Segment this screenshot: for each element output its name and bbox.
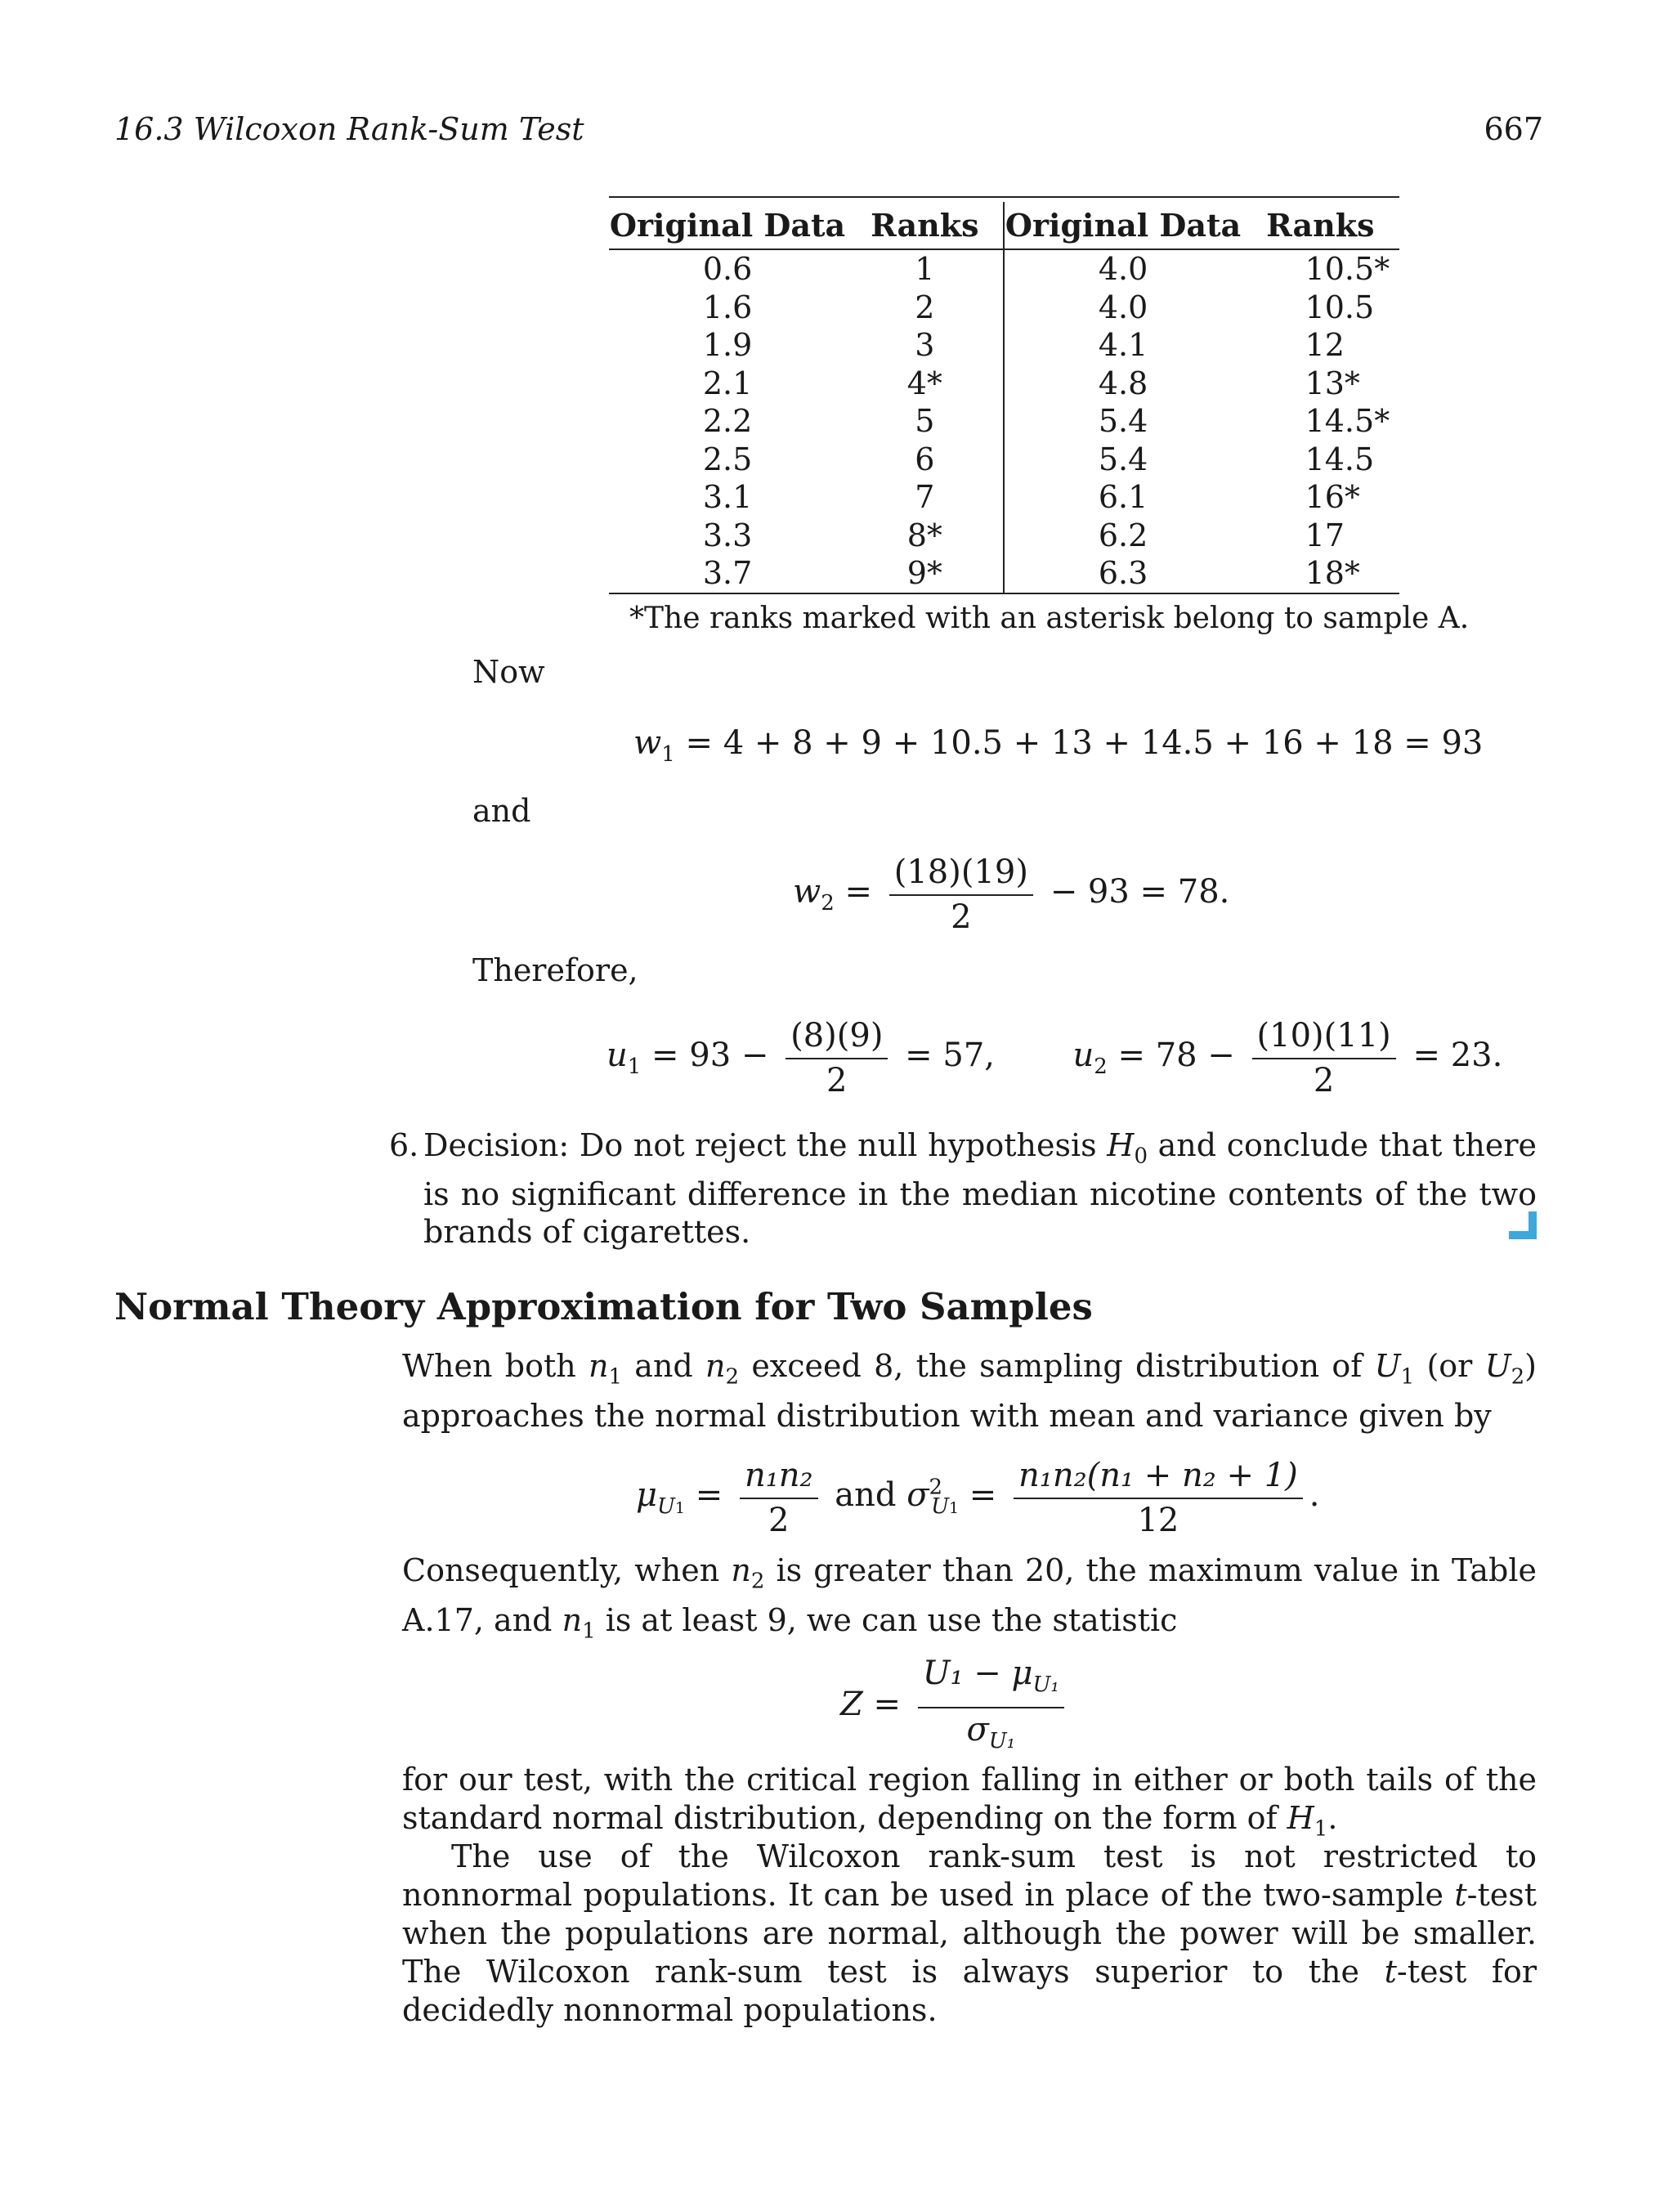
para2-n2: n xyxy=(731,1552,751,1588)
table-header-row xyxy=(609,202,1399,249)
u1-subscript: 1 xyxy=(627,1055,642,1079)
w1-rhs: = 4 + 8 + 9 + 10.5 + 13 + 14.5 + 16 + 18 = 93 xyxy=(674,724,1484,762)
cell-rank-left: 9* xyxy=(846,554,1004,593)
para3-h-sub: 1 xyxy=(1314,1816,1328,1842)
table-row xyxy=(609,402,1399,441)
equation-mean-variance xyxy=(636,1453,1320,1542)
cell-original-data-left: 2.2 xyxy=(702,403,753,439)
para4-a: The use of the Wilcoxon rank-sum test is not restricted to nonnormal populations. It can be used in place of the two-sample xyxy=(402,1838,1537,1913)
equation-w2 xyxy=(793,850,1229,938)
cell-original-data-right: 4.1 xyxy=(1098,327,1148,363)
w2-numerator: (18)(19) xyxy=(889,850,1033,896)
header-original-data-left: Original Data xyxy=(609,202,846,249)
para3-a: for our test, with the critical region falling in either or both tails of the standard normal distribution, depending on the form of xyxy=(402,1762,1537,1836)
cell-original-data-right: 5.4 xyxy=(1098,403,1148,439)
z-denominator xyxy=(918,1708,1064,1762)
cell-rank-right: 16* xyxy=(1305,479,1360,515)
table-top-rule xyxy=(609,196,1399,198)
ranks-table xyxy=(609,196,1399,594)
cell-original-data-right: 4.0 xyxy=(1098,251,1148,287)
table-row xyxy=(609,289,1399,327)
page-number: 667 xyxy=(1484,111,1543,147)
equation-z xyxy=(840,1651,1071,1762)
para2-n1: n xyxy=(562,1601,583,1638)
w2-denominator: 2 xyxy=(951,898,972,936)
word-and: and xyxy=(472,793,531,829)
cell-rank-right: 14.5 xyxy=(1305,441,1375,477)
table-row xyxy=(609,441,1399,479)
sigma-denominator: 12 xyxy=(1137,1502,1179,1539)
cell-original-data-right: 4.8 xyxy=(1098,365,1148,401)
paragraph-critical-region xyxy=(402,1761,1537,1849)
z-numerator xyxy=(918,1651,1064,1708)
u2-rest: = 23. xyxy=(1412,1037,1503,1074)
z-numerator-sub: U₁ xyxy=(1032,1672,1059,1697)
para1-U2: U xyxy=(1484,1348,1511,1384)
decision-text-a: Decision: Do not reject the null hypothesis xyxy=(423,1127,1108,1163)
para4-c: -test for decidedly nonnormal populations. xyxy=(402,1954,1537,2028)
table-row xyxy=(609,365,1399,403)
cell-rank-left: 2 xyxy=(846,289,1004,327)
para2-n2-sub: 2 xyxy=(750,1569,765,1594)
header-ranks-left: Ranks xyxy=(846,202,1004,249)
cell-original-data-right: 6.3 xyxy=(1098,555,1148,591)
u1-rest: = 57, xyxy=(905,1037,995,1074)
decision-text-b: and conclude that there is no significant difference in the median nicotine contents of the two brands of cigarettes. xyxy=(423,1127,1537,1250)
end-of-example-icon xyxy=(1509,1211,1537,1239)
cell-rank-right: 17 xyxy=(1305,517,1345,553)
sigma-equals: = xyxy=(959,1476,997,1514)
u2-symbol: u xyxy=(1072,1037,1094,1074)
cell-rank-left: 4* xyxy=(846,365,1004,403)
u2-fraction xyxy=(1252,1014,1396,1102)
u2-denominator: 2 xyxy=(1313,1062,1335,1099)
mu-fraction xyxy=(740,1453,818,1542)
sigma-numerator: n₁n₂(n₁ + n₂ + 1) xyxy=(1014,1453,1303,1499)
decision-number: 6. xyxy=(389,1127,419,1163)
decision-h-symbol: H xyxy=(1107,1127,1135,1163)
cell-original-data-left: 1.9 xyxy=(702,327,753,363)
para1-n1: n xyxy=(588,1348,609,1384)
u1-mid: = 93 − xyxy=(641,1037,769,1074)
cell-rank-right: 12 xyxy=(1305,327,1345,363)
cell-original-data-left: 1.6 xyxy=(702,289,753,325)
para4-t1: t xyxy=(1454,1877,1467,1913)
w2-equals: = xyxy=(834,873,873,911)
table-row xyxy=(609,554,1399,593)
table-row xyxy=(609,478,1399,517)
mu-numerator: n₁n₂ xyxy=(740,1453,818,1499)
cell-rank-left: 3 xyxy=(846,326,1004,365)
para1-U1: U xyxy=(1374,1348,1401,1384)
decision-item xyxy=(389,1126,1537,1251)
cell-rank-right: 18* xyxy=(1305,555,1360,591)
cell-original-data-right: 4.0 xyxy=(1098,289,1148,325)
para1-b: and xyxy=(622,1348,706,1384)
mu-denominator: 2 xyxy=(768,1502,790,1539)
section-title: Normal Theory Approximation for Two Samples xyxy=(114,1285,1093,1328)
para2-c: is at least 9, we can use the statistic xyxy=(595,1601,1178,1638)
z-symbol: Z xyxy=(840,1686,863,1723)
cell-rank-left: 1 xyxy=(846,249,1004,289)
para4-t2: t xyxy=(1384,1954,1397,1990)
table-body xyxy=(609,249,1399,593)
u2-mid: = 78 − xyxy=(1107,1037,1235,1074)
cell-original-data-right: 5.4 xyxy=(1098,441,1148,477)
mu-and: and xyxy=(835,1476,907,1514)
para1-U2-sub: 2 xyxy=(1511,1364,1525,1390)
cell-rank-right: 13* xyxy=(1305,365,1360,401)
cell-original-data-left: 0.6 xyxy=(702,251,753,287)
word-now: Now xyxy=(472,654,545,690)
z-equals: = xyxy=(862,1686,902,1723)
para2-b: is greater than 20, the maximum value in Table A.17, and xyxy=(402,1552,1537,1638)
w1-symbol: w xyxy=(633,724,662,762)
z-fraction xyxy=(918,1651,1064,1762)
para3-h: H xyxy=(1287,1800,1314,1836)
sigma-sub-1: 1 xyxy=(949,1499,960,1517)
para1-n2-sub: 2 xyxy=(725,1364,740,1390)
mu-end: . xyxy=(1309,1476,1320,1514)
sigma-sup: 2 xyxy=(929,1475,943,1500)
cell-rank-left: 5 xyxy=(846,402,1004,441)
sigma-symbol: σ xyxy=(906,1476,929,1514)
w2-subscript: 2 xyxy=(821,891,835,916)
para3-b: . xyxy=(1327,1800,1338,1836)
z-denominator-text: σ xyxy=(966,1711,989,1749)
table-bottom-rule xyxy=(609,593,1399,594)
para1-U1-sub: 1 xyxy=(1400,1364,1415,1390)
paragraph-normal-approx xyxy=(402,1347,1537,1435)
sigma-sub-U: U xyxy=(931,1494,949,1519)
mu-sub-U: U xyxy=(657,1494,675,1519)
mu-symbol: μ xyxy=(636,1476,657,1514)
cell-original-data-left: 2.1 xyxy=(702,365,753,401)
cell-rank-right: 10.5* xyxy=(1305,251,1390,287)
cell-original-data-left: 2.5 xyxy=(702,441,753,477)
sigma-fraction xyxy=(1014,1453,1303,1542)
cell-original-data-left: 3.1 xyxy=(702,479,753,515)
cell-rank-right: 14.5* xyxy=(1305,403,1390,439)
para2-n1-sub: 1 xyxy=(582,1619,596,1644)
decision-h-subscript: 0 xyxy=(1134,1144,1148,1169)
para1-c: exceed 8, the sampling distribution of xyxy=(739,1348,1375,1384)
cell-rank-right: 10.5 xyxy=(1305,289,1375,325)
equation-u xyxy=(606,1014,1502,1102)
w2-symbol: w xyxy=(793,873,821,911)
u1-numerator: (8)(9) xyxy=(786,1014,888,1059)
cell-rank-left: 6 xyxy=(846,441,1004,479)
z-numerator-text: U₁ − μ xyxy=(922,1655,1033,1692)
cell-rank-left: 7 xyxy=(846,478,1004,517)
cell-original-data-right: 6.1 xyxy=(1098,479,1148,515)
cell-original-data-left: 3.3 xyxy=(702,517,753,553)
mu-sub-1: 1 xyxy=(674,1499,686,1517)
para1-e: ) approaches the normal distribution with mean and variance given by xyxy=(402,1348,1537,1434)
paragraph-consequently xyxy=(402,1552,1537,1650)
para4-b: -test when the populations are normal, although the power will be smaller. The Wilcoxon rank-sum test is always superior to the xyxy=(402,1877,1537,1990)
u1-denominator: 2 xyxy=(826,1062,848,1099)
w1-subscript: 1 xyxy=(661,742,675,767)
cell-rank-left: 8* xyxy=(846,517,1004,555)
para1-n1-sub: 1 xyxy=(608,1364,623,1390)
table-row xyxy=(609,326,1399,365)
mu-equals: = xyxy=(685,1476,723,1514)
u2-numerator: (10)(11) xyxy=(1252,1014,1396,1059)
table-row xyxy=(609,249,1399,289)
ranks-table-grid xyxy=(609,202,1399,593)
z-denominator-sub: U₁ xyxy=(988,1729,1016,1753)
running-head: 16.3 Wilcoxon Rank-Sum Test xyxy=(114,111,584,147)
w2-rest: − 93 = 78. xyxy=(1050,873,1230,911)
cell-original-data-right: 6.2 xyxy=(1098,517,1148,553)
para1-n2: n xyxy=(705,1348,726,1384)
u1-fraction xyxy=(786,1014,888,1102)
header-ranks-right: Ranks xyxy=(1242,202,1399,249)
para1-d: (or xyxy=(1414,1348,1485,1384)
u1-symbol: u xyxy=(606,1037,628,1074)
para1-a: When both xyxy=(402,1348,589,1384)
u2-subscript: 2 xyxy=(1094,1055,1108,1079)
word-therefore: Therefore, xyxy=(472,952,638,988)
paragraph-use-of-test xyxy=(402,1838,1537,2030)
table-footnote: *The ranks marked with an asterisk belong to sample A. xyxy=(629,602,1470,635)
equation-w1 xyxy=(633,724,1483,767)
para2-a: Consequently, when xyxy=(402,1552,732,1588)
header-original-data-right: Original Data xyxy=(1004,202,1241,249)
table-row xyxy=(609,517,1399,555)
cell-original-data-left: 3.7 xyxy=(702,555,753,591)
w2-fraction xyxy=(889,850,1033,938)
